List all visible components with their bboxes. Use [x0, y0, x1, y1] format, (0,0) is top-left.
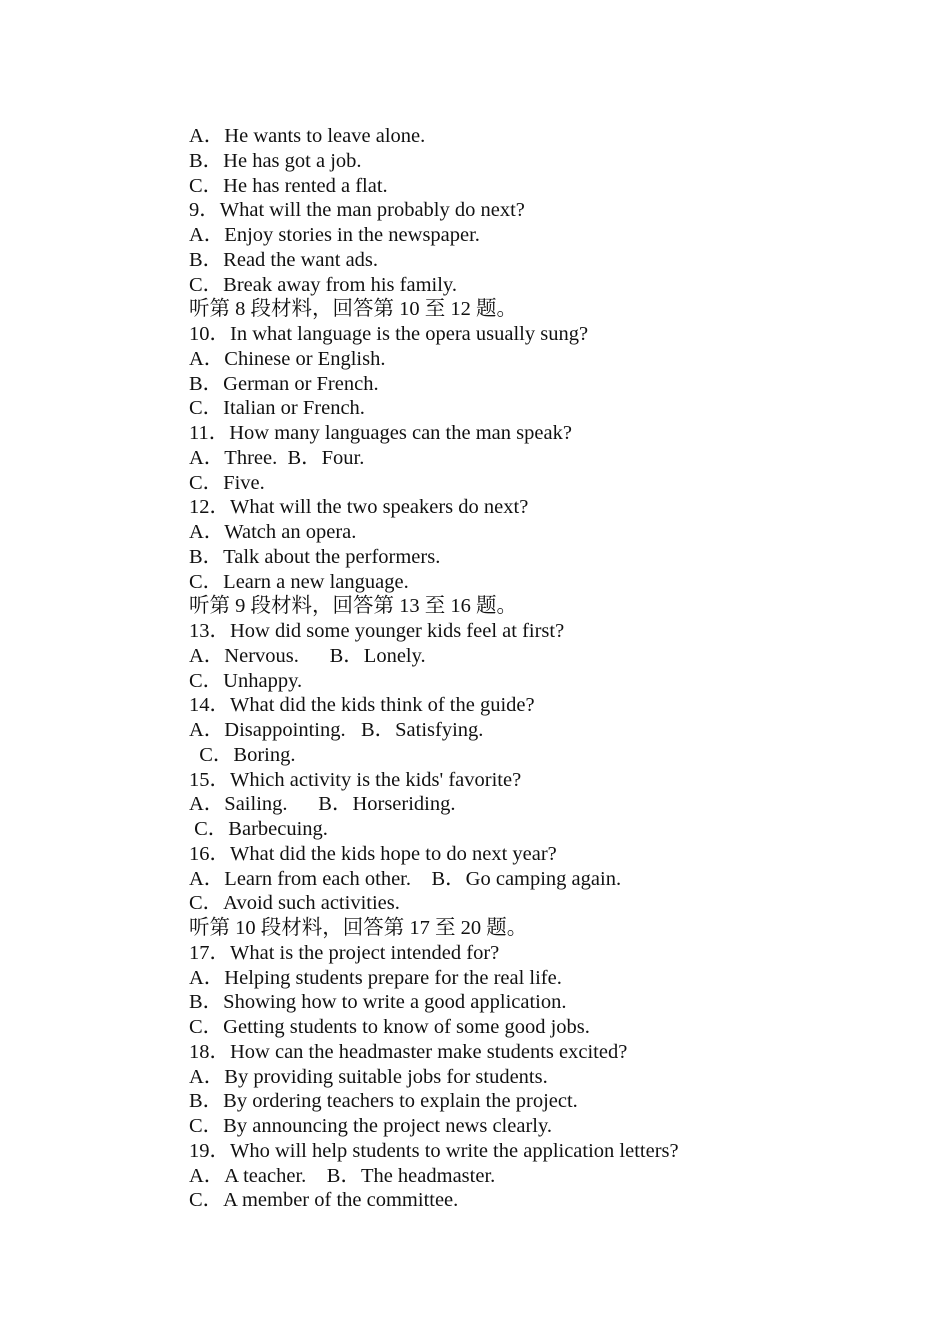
question-line: 16．What did the kids hope to do next year?: [189, 842, 557, 865]
question-line: 15．Which activity is the kids' favorite?: [189, 768, 522, 791]
question-line: 17．What is the project intended for?: [189, 941, 500, 964]
option-line: A．Disappointing. B．Satisfying.: [189, 719, 484, 741]
question-line: 14．What did the kids think of the guide?: [189, 694, 535, 717]
option-line: B．German or French.: [189, 372, 379, 395]
question-line: 11．How many languages can the man speak?: [189, 422, 572, 444]
option-line: C．Unhappy.: [189, 669, 303, 692]
question-line: 10．In what language is the opera usually sung?: [189, 323, 589, 345]
option-line: C．Getting students to know of some good jobs.: [189, 1016, 590, 1038]
option-line: C．He has rented a flat.: [189, 174, 388, 197]
option-line: C．Five.: [189, 471, 265, 494]
option-line: B．By ordering teachers to explain the project.: [189, 1090, 578, 1113]
option-line: B．Talk about the performers.: [189, 545, 441, 568]
option-line: B．Read the want ads.: [189, 248, 379, 271]
option-line: C．Break away from his family.: [189, 273, 457, 296]
option-line: A．Watch an opera.: [189, 521, 357, 543]
option-line: A．Nervous. B．Lonely.: [189, 644, 426, 667]
option-line: A．Learn from each other. B．Go camping again.: [189, 867, 622, 890]
section-heading: 听第 9 段材料，回答第 13 至 16 题。: [189, 595, 517, 618]
option-line: C．Avoid such activities.: [189, 892, 400, 915]
option-line: C．A member of the committee.: [189, 1189, 459, 1212]
option-line: A．Three. B．Four.: [189, 446, 365, 469]
option-line: C．Italian or French.: [189, 397, 365, 420]
section-heading: 听第 8 段材料，回答第 10 至 12 题。: [189, 298, 517, 321]
option-line: C．Barbecuing.: [189, 818, 328, 840]
option-line: A．By providing suitable jobs for students.: [189, 1065, 548, 1088]
option-line: A．A teacher. B．The headmaster.: [189, 1164, 496, 1187]
option-line: C．Boring.: [189, 743, 296, 766]
question-line: 19．Who will help students to write the application letters?: [189, 1139, 679, 1162]
option-line: A．Enjoy stories in the newspaper.: [189, 224, 480, 246]
question-line: 13．How did some younger kids feel at first?: [189, 620, 565, 642]
question-line: 18．How can the headmaster make students excited?: [189, 1040, 628, 1063]
option-line: B．He has got a job.: [189, 149, 362, 172]
section-heading: 听第 10 段材料，回答第 17 至 20 题。: [189, 917, 528, 939]
option-line: A．Chinese or English.: [189, 347, 386, 370]
option-line: B．Showing how to write a good application.: [189, 991, 567, 1014]
option-line: A．Helping students prepare for the real life.: [189, 966, 562, 989]
question-line: 9．What will the man probably do next?: [189, 199, 525, 222]
option-line: A．Sailing. B．Horseriding.: [189, 793, 456, 816]
option-line: A．He wants to leave alone.: [189, 125, 426, 147]
option-line: C．Learn a new language.: [189, 570, 409, 593]
document-page: [189, 124, 909, 1213]
option-line: C．By announcing the project news clearly.: [189, 1115, 553, 1137]
question-line: 12．What will the two speakers do next?: [189, 496, 529, 519]
